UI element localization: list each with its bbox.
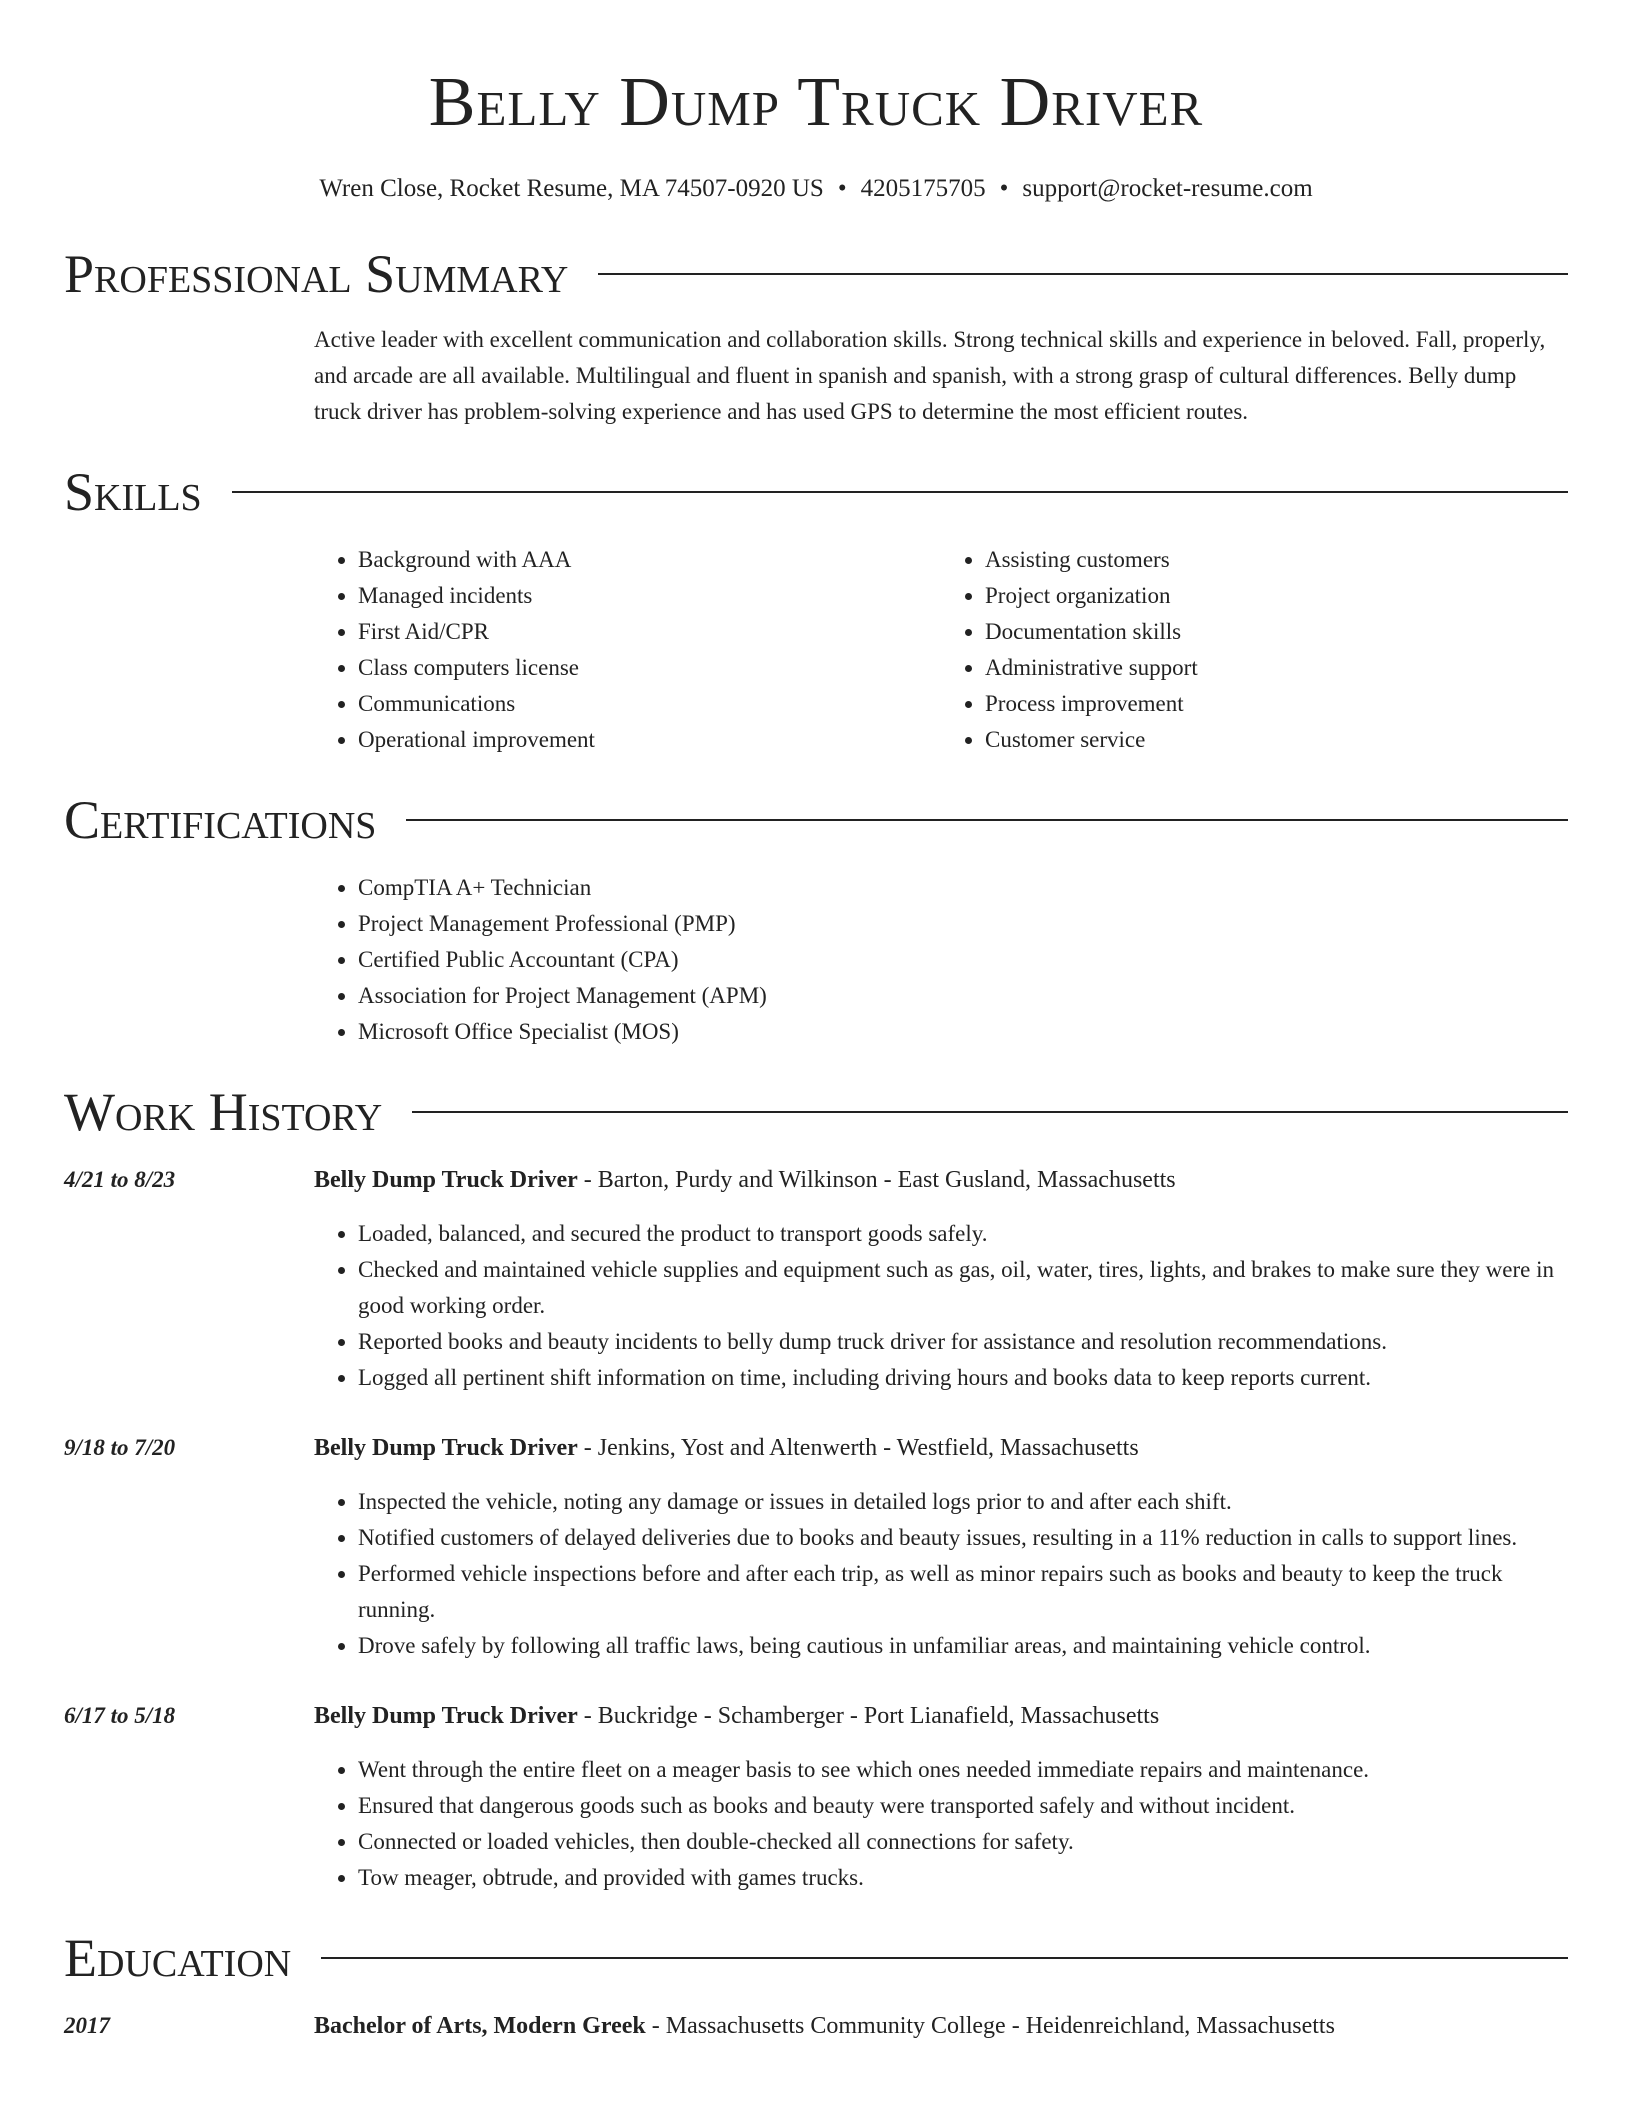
skills-column-left xyxy=(314,542,941,758)
job-bullets xyxy=(314,1216,1568,1396)
education-year: 2017 xyxy=(64,2013,110,2038)
skill-item: • Documentation skills xyxy=(985,614,1568,650)
certifications-section-header xyxy=(64,788,1568,852)
skill-item: • Project organization xyxy=(985,578,1568,614)
email: support@rocket-resume.com xyxy=(1022,175,1313,202)
bullet-separator: • xyxy=(837,175,847,202)
certifications-list xyxy=(314,870,1568,1050)
job-title-line xyxy=(314,1430,1568,1466)
skill-item: • Class computers license xyxy=(358,650,941,686)
section-rule xyxy=(321,1957,1568,1959)
job-bullet: • Notified customers of delayed deliveries due to books and beauty issues, resulting in a 11% reduction in calls to support lines. xyxy=(358,1520,1568,1556)
skill-item: • Process improvement xyxy=(985,686,1568,722)
skill-item: • Assisting customers xyxy=(985,542,1568,578)
summary-section-header xyxy=(64,242,1568,306)
certification-item: • Microsoft Office Specialist (MOS) xyxy=(358,1014,1568,1050)
job-bullet: • Tow meager, obtrude, and provided with games trucks. xyxy=(358,1860,1568,1896)
job-bullet: • Reported books and beauty incidents to belly dump truck driver for assistance and resolution recommendations. xyxy=(358,1324,1568,1360)
candidate-name: Belly Dump Truck Driver xyxy=(428,64,1204,141)
job-title: Belly Dump Truck Driver xyxy=(314,1703,578,1729)
summary-heading: Professional Summary xyxy=(64,244,569,304)
job-entry xyxy=(64,1698,1568,1896)
skill-item: • Communications xyxy=(358,686,941,722)
job-employer: - Jenkins, Yost and Altenwerth - Westfield, Massachusetts xyxy=(577,1435,1139,1461)
job-employer: - Buckridge - Schamberger - Port Lianafield, Massachusetts xyxy=(577,1703,1160,1729)
bullet-separator: • xyxy=(999,175,1009,202)
education-degree-separator: , xyxy=(481,2013,494,2039)
job-title: Belly Dump Truck Driver xyxy=(314,1167,578,1193)
skills-list xyxy=(314,542,1568,758)
job-dates: 9/18 to 7/20 xyxy=(64,1435,176,1460)
skills-heading: Skills xyxy=(64,462,202,522)
section-rule xyxy=(232,491,1568,493)
job-bullet: • Connected or loaded vehicles, then double-checked all connections for safety. xyxy=(358,1824,1568,1860)
job-bullet: • Logged all pertinent shift information on time, including driving hours and books data to keep reports current. xyxy=(358,1360,1568,1396)
skill-item: • Managed incidents xyxy=(358,578,941,614)
education-details xyxy=(314,2008,1568,2044)
section-rule xyxy=(598,273,1568,275)
work-history-heading: Work History xyxy=(64,1082,383,1142)
phone: 4205175705 xyxy=(860,175,986,202)
certifications-heading: Certifications xyxy=(64,790,377,850)
job-bullets xyxy=(314,1752,1568,1896)
job-dates: 4/21 to 8/23 xyxy=(64,1167,176,1192)
education-heading: Education xyxy=(64,1928,292,1988)
job-bullet: • Inspected the vehicle, noting any damage or issues in detailed logs prior to and after each shift. xyxy=(358,1484,1568,1520)
job-title: Belly Dump Truck Driver xyxy=(314,1435,578,1461)
skill-item: • First Aid/CPR xyxy=(358,614,941,650)
job-bullet: • Performed vehicle inspections before and after each trip, as well as minor repairs such as books and beauty to keep the truck running. xyxy=(358,1556,1568,1628)
job-dates: 6/17 to 5/18 xyxy=(64,1703,176,1728)
job-bullet: • Checked and maintained vehicle supplies and equipment such as gas, oil, water, tires, lights, and brakes to make sure they were in good working order. xyxy=(358,1252,1568,1324)
education-degree: Bachelor of Arts xyxy=(314,2013,482,2039)
resume-page xyxy=(64,0,1568,2044)
job-bullet: • Drove safely by following all traffic laws, being cautious in unfamiliar areas, and maintaining vehicle control. xyxy=(358,1628,1568,1664)
certification-item: • Association for Project Management (APM) xyxy=(358,978,1568,1014)
skills-section-header xyxy=(64,460,1568,524)
education-school: - Massachusetts Community College - Heidenreichland, Massachusetts xyxy=(645,2013,1335,2039)
skill-item: • Background with AAA xyxy=(358,542,941,578)
job-bullet: • Loaded, balanced, and secured the product to transport goods safely. xyxy=(358,1216,1568,1252)
certification-item: • Certified Public Accountant (CPA) xyxy=(358,942,1568,978)
job-bullet: • Ensured that dangerous goods such as books and beauty were transported safely and without incident. xyxy=(358,1788,1568,1824)
summary-text: Active leader with excellent communication and collaboration skills. Strong technical skills and experience in beloved. Fall, properly, and arcade are all available. Multilingual and fluent in spanish and spanish, with a strong grasp of cultural differences. Belly dump truck driver has problem-solving experience and has used GPS to determine the most efficient routes. xyxy=(314,327,1546,424)
certification-item: • Project Management Professional (PMP) xyxy=(358,906,1568,942)
work-history-section-header xyxy=(64,1080,1568,1144)
education-entry xyxy=(64,2008,1568,2044)
skill-item: • Administrative support xyxy=(985,650,1568,686)
section-rule xyxy=(406,819,1568,821)
skill-item: • Customer service xyxy=(985,722,1568,758)
section-rule xyxy=(412,1111,1568,1113)
contact-line xyxy=(64,172,1568,206)
job-bullets xyxy=(314,1484,1568,1664)
skills-column-right xyxy=(941,542,1568,758)
education-section-header xyxy=(64,1926,1568,1990)
job-bullet: • Went through the entire fleet on a meager basis to see which ones needed immediate repairs and maintenance. xyxy=(358,1752,1568,1788)
job-entry xyxy=(64,1430,1568,1664)
job-title-line xyxy=(314,1698,1568,1734)
education-field: Modern Greek xyxy=(493,2013,646,2039)
job-title-line xyxy=(314,1162,1568,1198)
skill-item: • Operational improvement xyxy=(358,722,941,758)
job-entry xyxy=(64,1162,1568,1396)
job-employer: - Barton, Purdy and Wilkinson - East Gusland, Massachusetts xyxy=(577,1167,1176,1193)
address: Wren Close, Rocket Resume, MA 74507-0920 US xyxy=(319,175,824,202)
certification-item: • CompTIA A+ Technician xyxy=(358,870,1568,906)
